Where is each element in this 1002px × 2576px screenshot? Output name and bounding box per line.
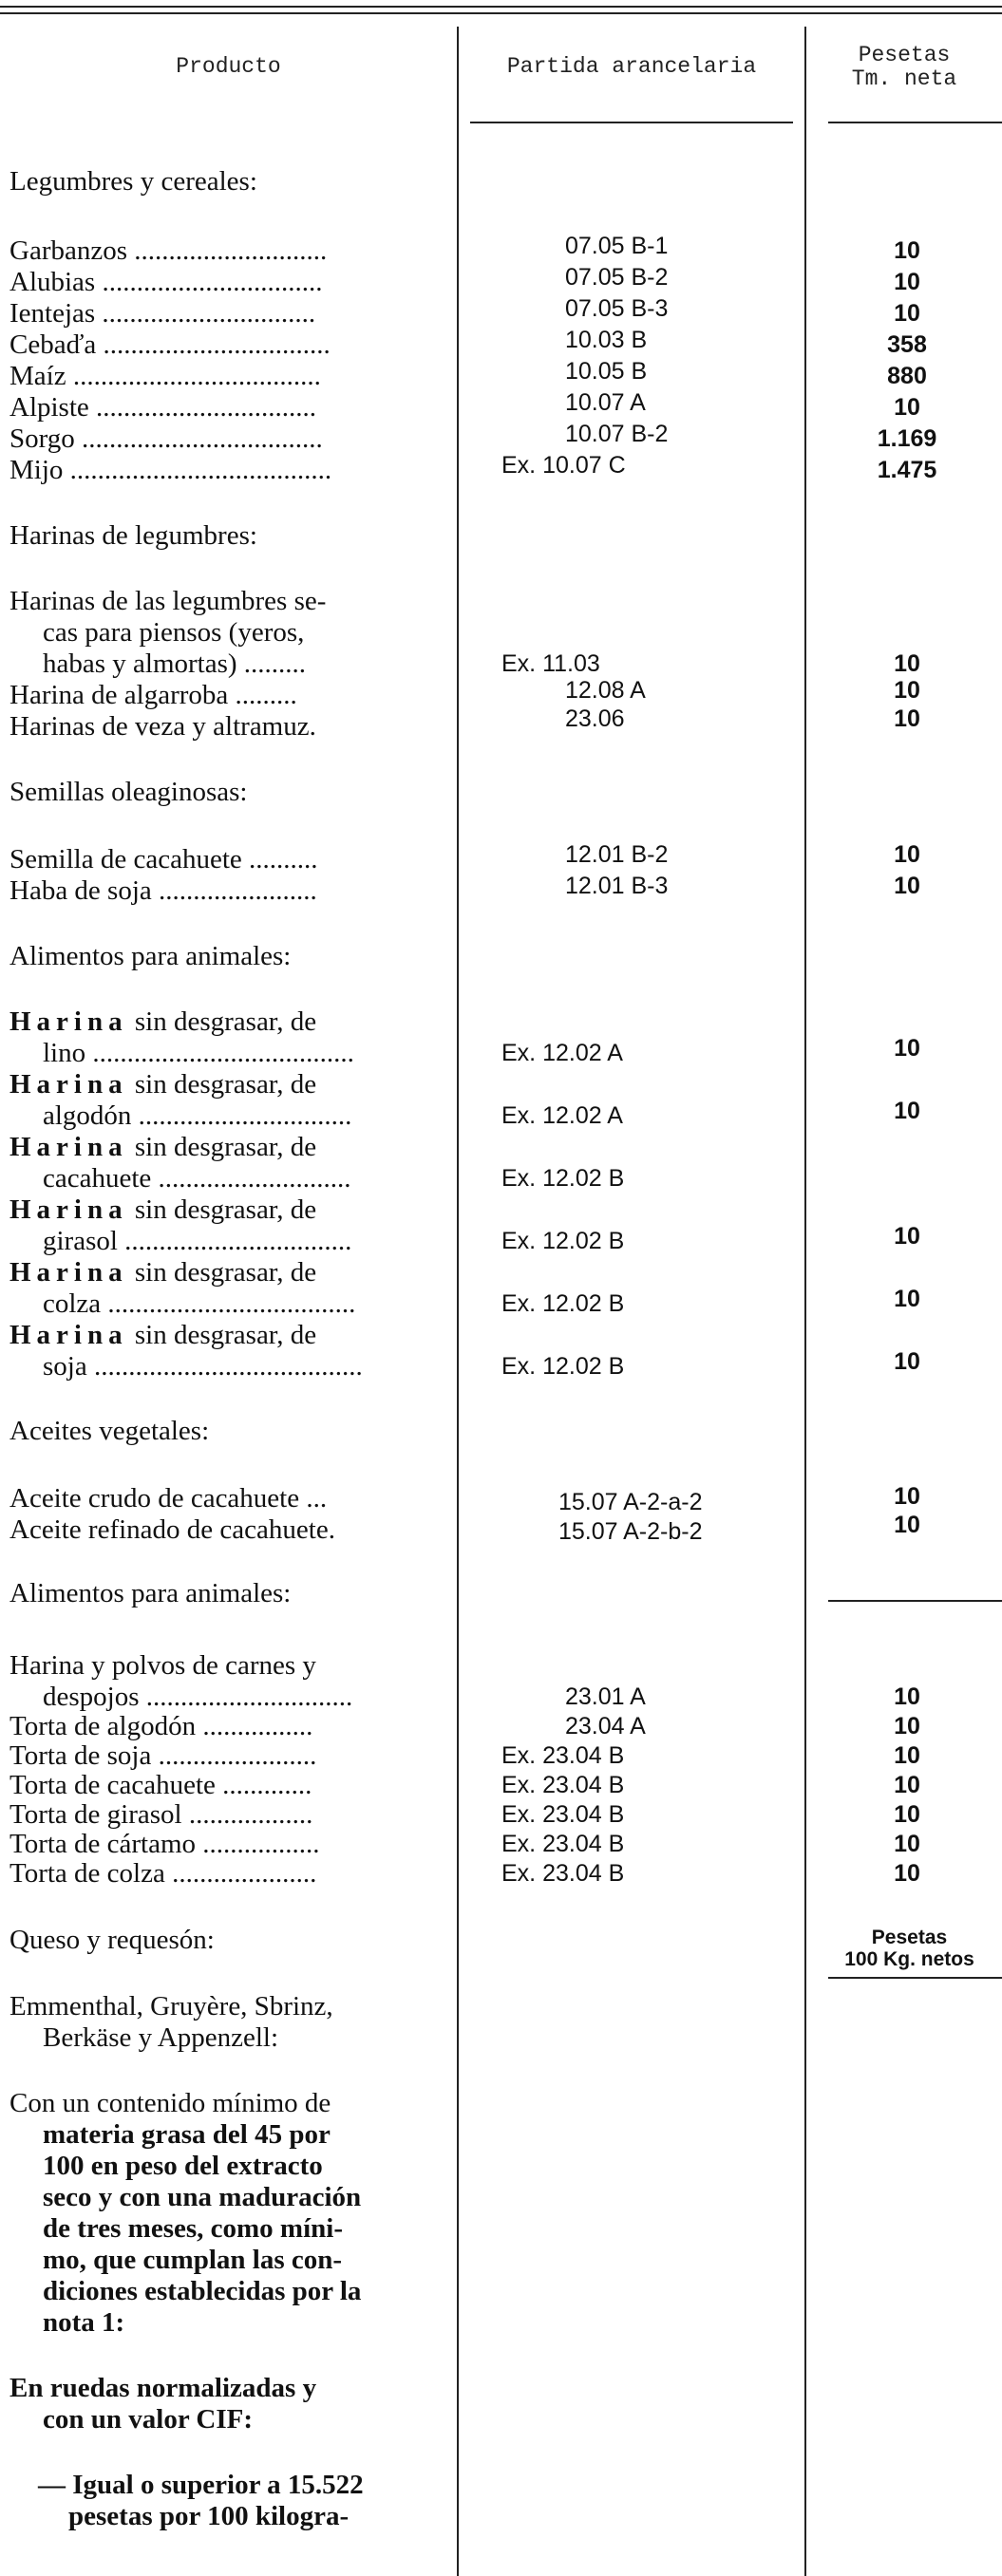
row-code: Ex. 12.02 B	[501, 1353, 625, 1380]
row-value: 10	[894, 1223, 920, 1250]
header-tm-neta: Tm. neta	[851, 66, 957, 91]
row-code: Ex. 12.02 A	[501, 1040, 623, 1066]
row-value: 10	[894, 300, 920, 327]
harina-rest: sin desgrasar, de	[134, 1320, 317, 1350]
row-value: 10	[894, 1098, 920, 1124]
row-code: 10.07 B-2	[565, 421, 669, 447]
row-code: Ex. 23.04 B	[501, 1831, 625, 1857]
queso-igual: pesetas por 100 kilogra-	[68, 2501, 350, 2531]
section-title-aceites: Aceites vegetales:	[9, 1416, 210, 1446]
row-value: 880	[887, 363, 927, 389]
harina-rest: sin desgrasar, de	[134, 1194, 317, 1225]
row-code: 12.08 A	[565, 677, 646, 704]
unit-rule	[828, 1600, 1002, 1602]
row-label-line: algodón ...............................	[43, 1100, 352, 1131]
harina-word: Harina	[9, 1132, 128, 1162]
row-value: 10	[894, 1742, 920, 1769]
row-label-line: Harina y polvos de carnes y	[9, 1650, 316, 1681]
row-value: 10	[894, 873, 920, 899]
row-code: 10.07 A	[565, 389, 646, 416]
queso-condition: diciones establecidas por la	[43, 2276, 362, 2306]
section-title-alimentos: Alimentos para animales:	[9, 941, 292, 971]
row-label-line: cas para piensos (yeros,	[43, 617, 305, 648]
section-title-queso: Queso y requesón:	[9, 1925, 215, 1955]
harina-word: Harina	[9, 1257, 128, 1288]
row-code: Ex. 10.07 C	[501, 452, 626, 479]
row-value: 10	[894, 1483, 920, 1510]
row-label-line	[9, 1006, 316, 1038]
harina-rest: sin desgrasar, de	[134, 1132, 317, 1162]
row-code: 12.01 B-2	[565, 841, 669, 868]
harina-word: Harina	[9, 1194, 128, 1225]
row-label: Garbanzos ............................	[9, 235, 328, 266]
harina-word: Harina	[9, 1069, 128, 1100]
section-title-legumbres: Legumbres y cereales:	[9, 166, 257, 197]
row-label-line: habas y almortas) .........	[43, 649, 307, 679]
row-code: 07.05 B-3	[565, 295, 669, 322]
harina-rest: sin desgrasar, de	[134, 1069, 317, 1100]
row-value: 10	[894, 394, 920, 421]
row-code: Ex. 23.04 B	[501, 1860, 625, 1887]
row-label-line	[9, 1194, 316, 1226]
row-label-line: Harinas de las legumbres se-	[9, 586, 327, 616]
column-divider-right	[804, 27, 806, 2576]
section-title-semillas: Semillas oleaginosas:	[9, 777, 248, 807]
queso-condition: nota 1:	[43, 2307, 125, 2338]
row-label: Alpiste ................................	[9, 392, 317, 423]
row-label-line: girasol .................................	[43, 1226, 352, 1256]
row-value: 10	[894, 1512, 920, 1538]
unit-underline	[828, 1977, 1002, 1979]
row-value: 10	[894, 1860, 920, 1887]
harina-word: Harina	[9, 1006, 128, 1037]
row-code: 07.05 B-2	[565, 264, 669, 291]
row-value: 1.475	[877, 457, 937, 483]
queso-condition: 100 en peso del extracto	[43, 2151, 323, 2181]
header-partida: Partida arancelaria	[506, 54, 757, 79]
queso-ruedas: con un valor CIF:	[43, 2404, 254, 2435]
row-code: Ex. 12.02 B	[501, 1290, 625, 1317]
row-code: 10.03 B	[565, 327, 648, 353]
row-value: 10	[894, 1035, 920, 1062]
header-producto: Producto	[176, 54, 281, 79]
row-label-line: despojos ..............................	[43, 1682, 353, 1712]
row-code: 15.07 A-2-b-2	[558, 1518, 703, 1545]
row-label-line	[9, 1257, 316, 1288]
row-value: 10	[894, 650, 920, 677]
row-value: 10	[894, 1348, 920, 1375]
row-value: 10	[894, 1801, 920, 1828]
row-label: Haba de soja .......................	[9, 875, 317, 906]
row-label: Cebaďa .................................	[9, 329, 331, 360]
queso-condition: Con un contenido mínimo de	[9, 2088, 331, 2118]
row-code: 23.04 A	[565, 1713, 646, 1739]
section-title-harinas: Harinas de legumbres:	[9, 520, 257, 551]
unit-pesetas: Pesetas	[871, 1927, 948, 1948]
row-label: Torta de girasol ..................	[9, 1799, 313, 1830]
row-value: 10	[894, 841, 920, 868]
row-label: Ientejas ...............................	[9, 298, 316, 329]
row-label: Torta de cártamo .................	[9, 1829, 320, 1859]
row-value: 10	[894, 237, 920, 264]
row-code: Ex. 12.02 B	[501, 1228, 625, 1254]
unit-100-kg-netos: 100 Kg. netos	[844, 1948, 974, 1970]
row-label: Mijo ......................................	[9, 455, 332, 485]
row-value: 10	[894, 269, 920, 295]
row-code: 10.05 B	[565, 358, 648, 385]
row-code: 15.07 A-2-a-2	[558, 1489, 703, 1515]
column-divider-left	[457, 27, 459, 2576]
row-value: 10	[894, 1713, 920, 1739]
row-code: Ex. 12.02 B	[501, 1165, 625, 1192]
row-value: 10	[894, 1286, 920, 1312]
row-value: 10	[894, 1772, 920, 1798]
row-label: Alubias ................................	[9, 267, 323, 297]
row-label: Sorgo ...................................	[9, 423, 323, 454]
row-label: Aceite crudo de cacahuete ...	[9, 1483, 328, 1514]
row-code: Ex. 11.03	[501, 650, 600, 677]
harina-word: Harina	[9, 1320, 128, 1350]
row-label: Maíz ....................................	[9, 361, 321, 391]
row-label-line: cacahuete ............................	[43, 1163, 351, 1194]
queso-igual: — Igual o superior a 15.522	[38, 2470, 364, 2500]
top-rule-2	[0, 12, 1002, 14]
row-code: 23.01 A	[565, 1683, 646, 1710]
row-code: Ex. 23.04 B	[501, 1742, 625, 1769]
row-label-line	[9, 1069, 316, 1100]
row-label: Torta de colza .....................	[9, 1858, 317, 1889]
queso-ruedas: En ruedas normalizadas y	[9, 2373, 317, 2403]
row-label: Torta de algodón ................	[9, 1711, 313, 1741]
row-value: 10	[894, 1683, 920, 1710]
header-rule-partida	[470, 122, 793, 123]
row-code: Ex. 23.04 B	[501, 1801, 625, 1828]
row-label: Torta de cacahuete .............	[9, 1770, 312, 1800]
row-label: Torta de soja .......................	[9, 1740, 317, 1771]
harina-rest: sin desgrasar, de	[134, 1006, 317, 1037]
row-value: 10	[894, 677, 920, 704]
queso-condition: de tres meses, como míni-	[43, 2213, 343, 2244]
row-label-line	[9, 1132, 316, 1163]
row-label: Harina de algarroba .........	[9, 680, 297, 710]
row-code: Ex. 23.04 B	[501, 1772, 625, 1798]
section-title-alimentos-2: Alimentos para animales:	[9, 1578, 292, 1608]
queso-condition: mo, que cumplan las con-	[43, 2245, 343, 2275]
row-value: 10	[894, 1831, 920, 1857]
row-code: Ex. 12.02 A	[501, 1102, 623, 1129]
harina-rest: sin desgrasar, de	[134, 1257, 317, 1288]
row-label-line: soja .......................................	[43, 1351, 363, 1382]
header-rule-pesetas	[828, 122, 1002, 123]
row-value: 1.169	[877, 425, 937, 452]
row-label-line: colza ....................................	[43, 1288, 356, 1319]
row-code: 23.06	[565, 705, 625, 732]
queso-condition: seco y con una maduración	[43, 2182, 362, 2212]
row-label-line	[9, 1320, 316, 1351]
row-code: 07.05 B-1	[565, 233, 669, 259]
row-label: Semilla de cacahuete ..........	[9, 844, 318, 874]
row-value: 10	[894, 705, 920, 732]
row-code: 12.01 B-3	[565, 873, 669, 899]
header-pesetas: Pesetas	[858, 43, 951, 67]
queso-condition: materia grasa del 45 por	[43, 2119, 331, 2150]
queso-varieties: Berkäse y Appenzell:	[43, 2022, 279, 2053]
row-label: Harinas de veza y altramuz.	[9, 711, 316, 742]
queso-varieties: Emmenthal, Gruyère, Sbrinz,	[9, 1991, 333, 2021]
row-label: Aceite refinado de cacahuete.	[9, 1514, 335, 1545]
row-value: 358	[887, 331, 927, 358]
top-rule	[0, 6, 1002, 8]
row-label-line: lino ......................................	[43, 1038, 354, 1068]
